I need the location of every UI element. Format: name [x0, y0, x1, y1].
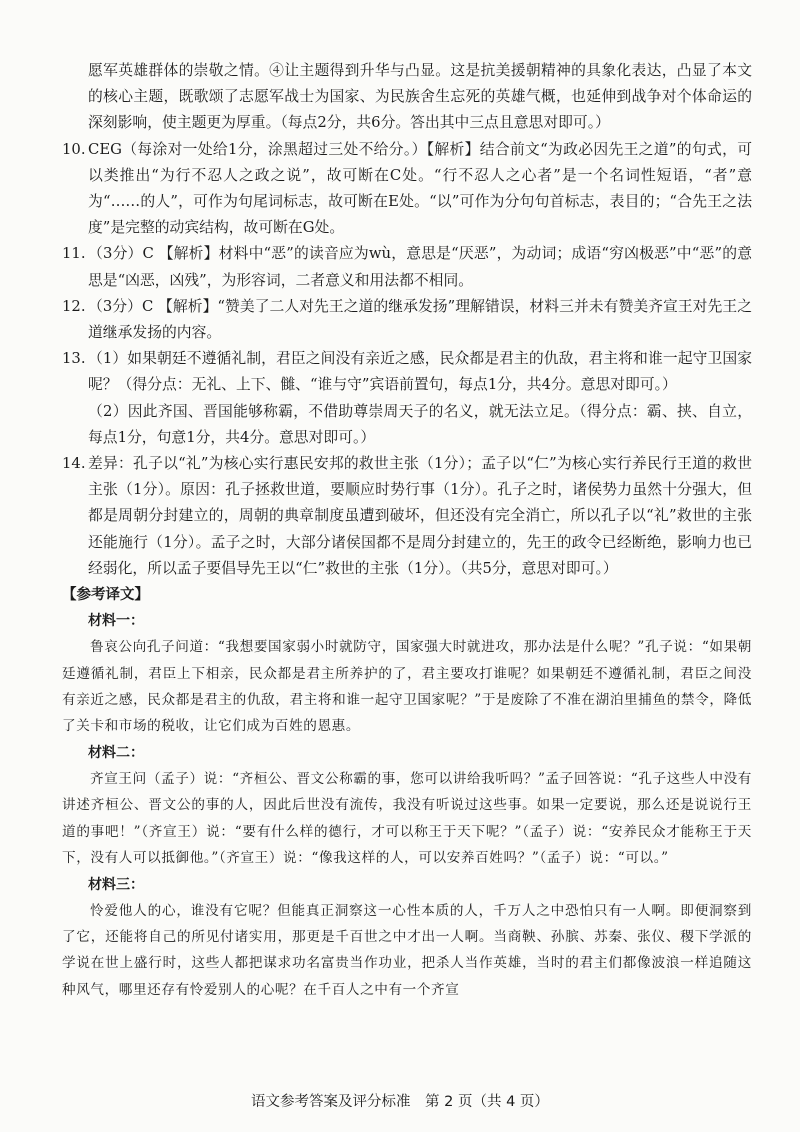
answer-text: CEG（每涂对一处给1分，涂黑超过三处不给分。）【解析】结合前文“为政必因先王之道”的句式，可以类推出“为行不忍人之政之说”，故可断在C处。“行不忍人之心者”是一个名词性短语，“者”意为“……的人”，可作为句尾词标志，故可断在E处。“以”可作为分句句首标志，表目的；“合先王之法度”是完整的动宾结构，故可断在G处。 — [88, 140, 752, 237]
answer-12 — [62, 294, 752, 346]
answer-number: 13. — [62, 350, 86, 368]
answer-text: （1）如果朝廷不遵循礼制，君臣之间没有亲近之感，民众都是君主的仇敌，君主将和谁一起守卫国家呢？（得分点：无礼、上下、雠、“谁与守”宾语前置句，每点1分，共4分。意思对即可。） — [88, 350, 752, 394]
material-2-text: 齐宣王问（孟子）说：“齐桓公、晋文公称霸的事，您可以讲给我听吗？”孟子回答说：“孔子这些人中没有讲述齐桓公、晋文公的事的人，因此后世没有流传，我没有听说过这些事。如果一定要说，那么还是说说行王道的事吧！”（齐宣王）说：“要有什么样的德行，才可以称王于天下呢？”（孟子）说：“安养民众才能称王于天下，没有人可以抵御他。”（齐宣王）说：“像我这样的人，可以安养百姓吗？”（孟子）说：“可以。” — [62, 770, 752, 867]
answer-document — [62, 58, 752, 1003]
answer-number: 14. — [62, 455, 86, 473]
reference-heading: 【参考译文】 — [62, 587, 149, 604]
material-1-title: 材料一： — [88, 613, 144, 630]
page-footer: 语文参考答案及评分标准 第 2 页（共 4 页） — [251, 1094, 549, 1110]
answer-13 — [62, 346, 752, 451]
material-1-text: 鲁哀公向孔子问道：“我想要国家弱小时就防守，国家强大时就进攻，那办法是什么呢？”孔子说：“如果朝廷遵循礼制，君臣上下相亲，民众都是君主所养护的了，君主要攻打谁呢？如果朝廷不遵循礼制，君臣之间没有亲近之感，民众都是君主的仇敌，君主将和谁一起守卫国家呢？”于是废除了不准在湖泊里捕鱼的禁令，降低了关卡和市场的税收，让它们成为百姓的恩惠。 — [62, 639, 752, 735]
material-3-title: 材料三： — [88, 876, 144, 893]
answer-number: 12. — [62, 297, 86, 315]
answer-14 — [62, 451, 752, 582]
answer-text: （3分）C 【解析】材料中“恶”的读音应为wù，意思是“厌恶”，为动词；成语“穷凶极恶”中“恶”的意思是“凶恶，凶残”，为形容词，二者意义和用法都不相同。 — [88, 245, 752, 289]
material-3-text: 怜爱他人的心，谁没有它呢？但能真正洞察这一心性本质的人，千万人之中恐怕只有一人啊。即便洞察到了它，还能将自己的所见付诸实用，那更是千百世之中才出一人啊。当商鞅、孙膑、苏秦、张仪、稷下学派的学说在世上盛行时，这些人都把谋求功名富贵当作功业，把杀人当作英雄，当时的君主们都像波浪一样追随这种风气，哪里还存有怜爱别人的心呢？在千百人之中有一个齐宣 — [62, 902, 752, 998]
answer-number: 10. — [62, 140, 86, 158]
material-2-title: 材料二： — [88, 744, 144, 761]
continuation-paragraph: 愿军英雄群体的崇敬之情。④让主题得到升华与凸显。这是抗美援朝精神的具象化表达，凸显了本文的核心主题，既歌颂了志愿军战士为国家、为民族舍生忘死的英雄气概，也延伸到战争对个体命运的深刻影响，使主题更为厚重。（每点2分，共6分。答出其中三点且意思对即可。） — [88, 62, 752, 132]
answer-11 — [62, 241, 752, 293]
answer-number: 11. — [62, 245, 86, 263]
answer-10 — [62, 137, 752, 242]
answer-body — [88, 346, 752, 451]
answer-text-part-2: （2）因此齐国、晋国能够称霸，不借助尊崇周天子的名义，就无法立足。（得分点：霸、挟、自立，每点1分，句意1分，共4分。意思对即可。） — [88, 402, 752, 446]
answer-text: （3分）C 【解析】“赞美了二人对先王之道的继承发扬”理解错误，材料三并未有赞美齐宣王对先王之道继承发扬的内容。 — [88, 297, 752, 342]
answer-text: 差异：孔子以“礼”为核心实行惠民安邦的救世主张（1分）；孟子以“仁”为核心实行养民行王道的救世主张（1分）。原因：孔子拯救世道，要顺应时势行事（1分）。孔子之时，诸侯势力虽然十分强大，但都是周朝分封建立的，周朝的典章制度虽遭到破坏，但还没有完全消亡，所以孔子以“礼”救世的主张还能施行（1分）。孟子之时，大部分诸侯国都不是周分封建立的，先王的政令已经断绝，影响力也已经弱化，所以孟子要倡导先王以“仁”救世的主张（1分）。（共5分，意思对即可。） — [88, 455, 752, 577]
